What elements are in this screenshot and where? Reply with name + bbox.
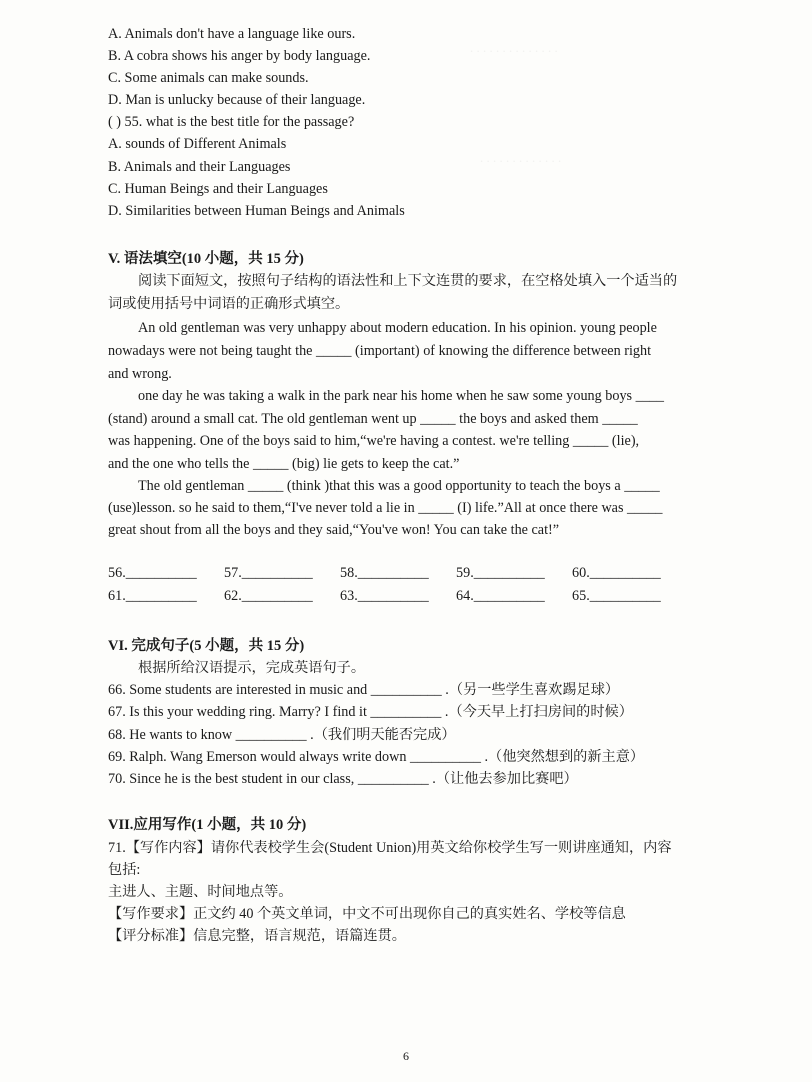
answer-blank[interactable]: 64.__________: [456, 588, 545, 604]
answer-blanks-row: [108, 588, 688, 605]
writing-task-line: 【写作要求】正文约 40 个英文单词，中文不可出现你自己的真实姓名、学校等信息: [108, 906, 626, 922]
sentence-item: 68. He wants to know __________ .（我们明天能否完成）: [108, 727, 456, 743]
q54-option-b: B. A cobra shows his anger by body language.: [108, 48, 371, 64]
passage-line: The old gentleman _____ (think )that this was a good opportunity to teach the boys a _____: [138, 478, 660, 494]
passage-line: and wrong.: [108, 366, 172, 382]
q54-option-a: A. Animals don't have a language like ours.: [108, 26, 356, 42]
q55-question: ( ) 55. what is the best title for the passage?: [108, 114, 355, 130]
sentence-item: 66. Some students are interested in music and __________ .（另一些学生喜欢踢足球）: [108, 682, 620, 698]
writing-task-line: 71.【写作内容】请你代表校学生会(Student Union)用英文给你校学生写一则讲座通知，内容: [108, 840, 672, 856]
answer-blank[interactable]: 58.__________: [340, 565, 429, 581]
section5-instruction-line: 阅读下面短文，按照句子结构的语法性和上下文连贯的要求，在空格处填入一个适当的: [138, 273, 678, 289]
q55-option-d: D. Similarities between Human Beings and Animals: [108, 203, 405, 219]
answer-blank[interactable]: 62.__________: [224, 588, 313, 604]
passage-line: (use)lesson. so he said to them,“I've never told a lie in _____ (I) life.”All at once there was _____: [108, 500, 663, 516]
bleed-through-text: . . . . . . . . . . . . .: [480, 150, 562, 165]
passage-line: great shout from all the boys and they said,“You've won! You can take the cat!”: [108, 522, 560, 538]
answer-blanks-row: [108, 565, 688, 582]
section6-instruction: 根据所给汉语提示，完成英语句子。: [138, 660, 366, 676]
writing-task-line: 包括:: [108, 862, 141, 878]
passage-line: was happening. One of the boys said to him,“we're having a contest. we're telling _____ (lie),: [108, 433, 640, 449]
answer-blank[interactable]: 60.__________: [572, 565, 661, 581]
section5-instruction-line: 词或使用括号中词语的正确形式填空。: [108, 296, 350, 312]
passage-line: and the one who tells the _____ (big) lie gets to keep the cat.”: [108, 456, 460, 472]
sentence-item: 67. Is this your wedding ring. Marry? I find it __________ .（今天早上打扫房间的时候）: [108, 704, 633, 720]
q54-option-c: C. Some animals can make sounds.: [108, 70, 309, 86]
section7-heading: VII.应用写作(1 小题，共 10 分): [108, 817, 307, 833]
answer-blank[interactable]: 59.__________: [456, 565, 545, 581]
q55-option-b: B. Animals and their Languages: [108, 159, 291, 175]
answer-blank[interactable]: 57.__________: [224, 565, 313, 581]
q55-option-c: C. Human Beings and their Languages: [108, 181, 328, 197]
answer-blank[interactable]: 65.__________: [572, 588, 661, 604]
passage-line: one day he was taking a walk in the park near his home when he saw some young boys ____: [138, 388, 664, 404]
passage-line: An old gentleman was very unhappy about modern education. In his opinion. young people: [138, 320, 657, 336]
writing-task-line: 主进人、主题、时间地点等。: [108, 884, 293, 900]
section6-heading: VI. 完成句子(5 小题，共 15 分): [108, 638, 305, 654]
answer-blank[interactable]: 56.__________: [108, 565, 197, 581]
writing-task-line: 【评分标准】信息完整，语言规范，语篇连贯。: [108, 928, 406, 944]
passage-line: (stand) around a small cat. The old gentleman went up _____ the boys and asked them _____: [108, 411, 638, 427]
section5-heading: V. 语法填空(10 小题，共 15 分): [108, 251, 304, 267]
page-number: 6: [403, 1049, 409, 1063]
bleed-through-text: . . . . . . . . . . . . . .: [470, 40, 558, 55]
sentence-item: 69. Ralph. Wang Emerson would always write down __________ .（他突然想到的新主意）: [108, 749, 645, 765]
answer-blank[interactable]: 63.__________: [340, 588, 429, 604]
passage-line: nowadays were not being taught the _____ (important) of knowing the difference between right: [108, 343, 652, 359]
q55-option-a: A. sounds of Different Animals: [108, 136, 287, 152]
answer-blank[interactable]: 61.__________: [108, 588, 197, 604]
q54-option-d: D. Man is unlucky because of their language.: [108, 92, 366, 108]
sentence-item: 70. Since he is the best student in our class, __________ .（让他去参加比赛吧）: [108, 771, 578, 787]
